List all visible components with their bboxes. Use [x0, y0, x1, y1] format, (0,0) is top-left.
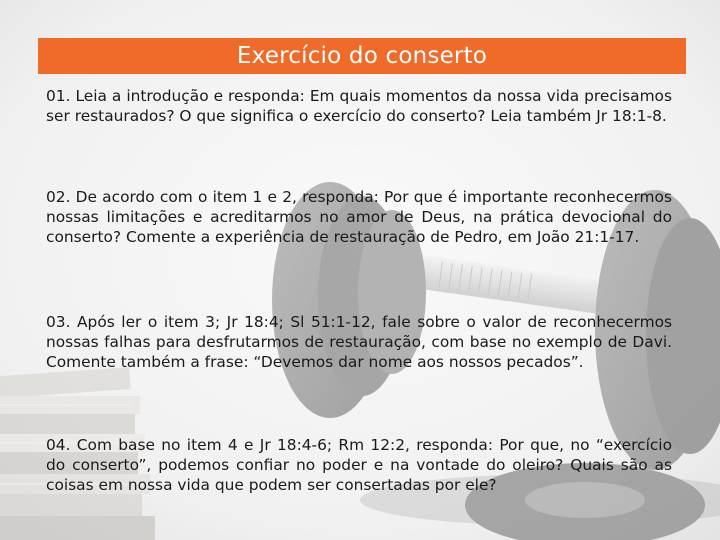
slide-title: Exercício do conserto — [236, 43, 488, 69]
title-banner — [38, 38, 686, 74]
question-2: 02. De acordo com o item 1 e 2, responda: Por que é importante reconhecermos nossas limitações e acreditarmos no amor de Deus, na prática devocional do conserto? Comente a experiência de restauração de Pedro, em João 21:1-17. — [46, 188, 672, 246]
question-4: 04. Com base no item 4 e Jr 18:4-6; Rm 12:2, responda: Por que, no “exercício do conserto”, podemos confiar no poder e na vontade do oleiro? Quais são as coisas em nossa vida que podem ser consertadas por ele? — [46, 436, 672, 494]
question-1: 01. Leia a introdução e responda: Em quais momentos da nossa vida precisamos ser restaurados? O que significa o exercício do conserto? Leia também Jr 18:1-8. — [46, 87, 672, 125]
question-3: 03. Após ler o item 3; Jr 18:4; Sl 51:1-12, fale sobre o valor de reconhecermos nossas falhas para desfrutarmos de restauração, com base no exemplo de Davi. Comente também a frase: “Devemos dar nome aos nossos pecados”. — [46, 313, 672, 371]
